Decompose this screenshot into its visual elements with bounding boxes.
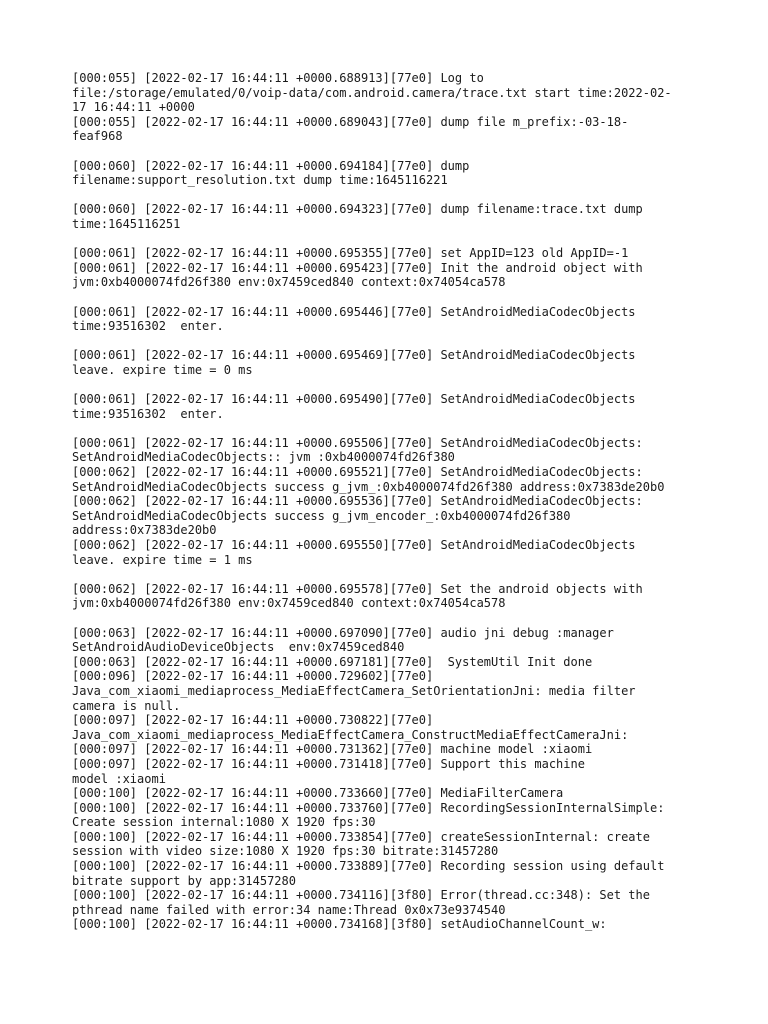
log-line: [000:063] [2022-02-17 16:44:11 +0000.697090][77e0] audio jni debug :manager (72, 625, 614, 640)
log-paragraph (72, 348, 712, 377)
log-line: [000:096] [2022-02-17 16:44:11 +0000.729602][77e0] (72, 669, 434, 684)
log-line: session with video size:1080 X 1920 fps:30 bitrate:31457280 (72, 844, 499, 859)
log-line: SetAndroidMediaCodecObjects success g_jvm_encoder_:0xb4000074fd26f380 (72, 508, 571, 523)
log-line: bitrate support by app:31457280 (72, 873, 296, 888)
log-line: leave. expire time = 1 ms (72, 552, 253, 567)
log-line: [000:097] [2022-02-17 16:44:11 +0000.731362][77e0] machine model :xiaomi (72, 742, 593, 757)
log-line: [000:100] [2022-02-17 16:44:11 +0000.733889][77e0] Recording session using default (72, 859, 665, 874)
log-line: [000:062] [2022-02-17 16:44:11 +0000.695521][77e0] SetAndroidMediaCodecObjects: (72, 465, 643, 480)
log-line: [000:100] [2022-02-17 16:44:11 +0000.733854][77e0] createSessionInternal: create (72, 829, 650, 844)
log-line: SetAndroidMediaCodecObjects:: jvm :0xb4000074fd26f380 (72, 450, 455, 465)
log-line: Create session internal:1080 X 1920 fps:30 (72, 815, 376, 830)
log-line: SetAndroidMediaCodecObjects success g_jvm_:0xb4000074fd26f380 address:0x7383de20b0 (72, 479, 665, 494)
log-line: leave. expire time = 0 ms (72, 362, 253, 377)
log-line: [000:061] [2022-02-17 16:44:11 +0000.695423][77e0] Init the android object with (72, 260, 643, 275)
log-line: Java_com_xiaomi_mediaprocess_MediaEffectCamera_SetOrientationJni: media filter (72, 683, 636, 698)
log-line: [000:100] [2022-02-17 16:44:11 +0000.734168][3f80] setAudioChannelCount_w: (72, 917, 607, 932)
log-line: 17 16:44:11 +0000 (72, 100, 195, 115)
log-line: pthread name failed with error:34 name:Thread 0x0x73e9374540 (72, 902, 506, 917)
log-line: jvm:0xb4000074fd26f380 env:0x7459ced840 context:0x74054ca578 (72, 275, 506, 290)
log-line: model :xiaomi (72, 771, 166, 786)
log-line: [000:055] [2022-02-17 16:44:11 +0000.688913][77e0] Log to (72, 71, 484, 85)
log-line: [000:060] [2022-02-17 16:44:11 +0000.694184][77e0] dump (72, 158, 470, 173)
log-line: Java_com_xiaomi_mediaprocess_MediaEffectCamera_ConstructMediaEffectCameraJni: (72, 727, 629, 742)
log-line: jvm:0xb4000074fd26f380 env:0x7459ced840 context:0x74054ca578 (72, 596, 506, 611)
log-paragraph (72, 392, 712, 421)
log-paragraph (72, 436, 712, 567)
log-paragraph (72, 626, 712, 932)
log-paragraph (72, 202, 712, 231)
log-line: [000:055] [2022-02-17 16:44:11 +0000.689043][77e0] dump file m_prefix:-03-18- (72, 114, 629, 129)
log-line: [000:097] [2022-02-17 16:44:11 +0000.730822][77e0] (72, 713, 434, 728)
log-paragraph (72, 71, 712, 144)
log-line: [000:061] [2022-02-17 16:44:11 +0000.695506][77e0] SetAndroidMediaCodecObjects: (72, 435, 643, 450)
log-line: [000:062] [2022-02-17 16:44:11 +0000.695578][77e0] Set the android objects with (72, 581, 643, 596)
log-line: [000:100] [2022-02-17 16:44:11 +0000.733760][77e0] RecordingSessionInternalSimple: (72, 800, 665, 815)
log-paragraph (72, 582, 712, 611)
log-line: [000:060] [2022-02-17 16:44:11 +0000.694323][77e0] dump filename:trace.txt dump (72, 202, 643, 217)
log-line: address:0x7383de20b0 (72, 523, 217, 538)
log-line: [000:100] [2022-02-17 16:44:11 +0000.733660][77e0] MediaFilterCamera (72, 786, 564, 801)
log-paragraph (72, 305, 712, 334)
log-paragraph (72, 246, 712, 290)
log-line: [000:062] [2022-02-17 16:44:11 +0000.695550][77e0] SetAndroidMediaCodecObjects (72, 538, 636, 552)
log-line: [000:097] [2022-02-17 16:44:11 +0000.731418][77e0] Support this machine (72, 756, 585, 771)
log-line: SetAndroidAudioDeviceObjects env:0x7459ced840 (72, 640, 405, 655)
log-line: [000:100] [2022-02-17 16:44:11 +0000.734116][3f80] Error(thread.cc:348): Set the (72, 888, 650, 903)
log-line: time:93516302 enter. (72, 406, 224, 421)
log-paragraph (72, 159, 712, 188)
log-line: [000:061] [2022-02-17 16:44:11 +0000.695355][77e0] set AppID=123 old AppID=-1 (72, 246, 629, 261)
log-line: [000:063] [2022-02-17 16:44:11 +0000.697181][77e0] SystemUtil Init done (72, 654, 593, 669)
log-line: [000:062] [2022-02-17 16:44:11 +0000.695536][77e0] SetAndroidMediaCodecObjects: (72, 494, 643, 509)
log-line: [000:061] [2022-02-17 16:44:11 +0000.695446][77e0] SetAndroidMediaCodecObjects (72, 304, 636, 319)
log-line: filename:support_resolution.txt dump time:1645116221 (72, 173, 448, 188)
log-line: feaf968 (72, 129, 123, 144)
log-line: time:93516302 enter. (72, 319, 224, 334)
log-document (72, 71, 712, 947)
log-line: [000:061] [2022-02-17 16:44:11 +0000.695469][77e0] SetAndroidMediaCodecObjects (72, 348, 636, 363)
log-line: file:/storage/emulated/0/voip-data/com.android.camera/trace.txt start time:2022-02- (72, 85, 672, 100)
log-line: time:1645116251 (72, 216, 181, 231)
log-line: [000:061] [2022-02-17 16:44:11 +0000.695490][77e0] SetAndroidMediaCodecObjects (72, 392, 636, 407)
log-line: camera is null. (72, 698, 181, 713)
